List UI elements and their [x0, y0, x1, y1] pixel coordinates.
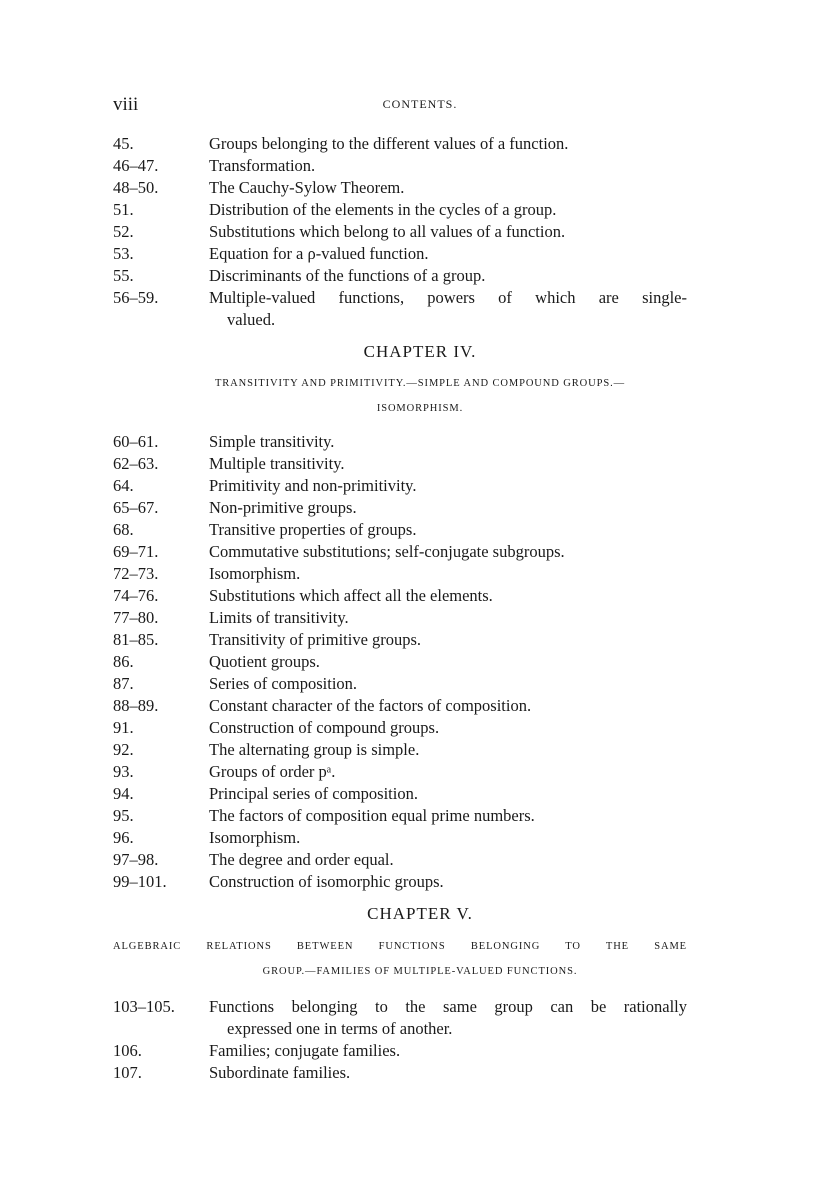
section-number: 93. [113, 762, 134, 781]
section-number: 48–50. [113, 178, 159, 197]
section-number: 62–63. [113, 454, 159, 473]
section-title-continuation: expressed one in terms of another. [227, 1019, 453, 1038]
section-number: 91. [113, 718, 134, 737]
running-head: CONTENTS. [382, 97, 458, 111]
section-number: 55. [113, 266, 134, 285]
section-number: 52. [113, 222, 134, 241]
section-number: 92. [113, 740, 134, 759]
section-number: 77–80. [113, 608, 159, 627]
section-number: 99–101. [113, 872, 167, 891]
section-number: 72–73. [113, 564, 159, 583]
section-number: 88–89. [113, 696, 159, 715]
section-title: The degree and order equal. [209, 850, 394, 869]
section-number: 69–71. [113, 542, 159, 561]
section-number: 95. [113, 806, 134, 825]
section-title-continuation: valued. [227, 310, 276, 329]
chapter-heading: CHAPTER V. [367, 904, 473, 923]
section-title: Transformation. [209, 156, 316, 175]
section-title: Non-primitive groups. [209, 498, 357, 517]
chapter-subtitle: ALGEBRAIC RELATIONS BETWEEN FUNCTIONS BELONGING TO THE SAME [113, 941, 687, 952]
section-title: Subordinate families. [209, 1063, 351, 1082]
section-number: 45. [113, 134, 134, 153]
section-title: Simple transitivity. [209, 432, 335, 451]
section-title: Groups belonging to the different values of a function. [209, 134, 569, 153]
section-title: Primitivity and non-primitivity. [209, 476, 417, 495]
chapter-subtitle: GROUP.—FAMILIES OF MULTIPLE-VALUED FUNCTIONS. [262, 966, 578, 977]
section-number: 107. [113, 1063, 142, 1082]
section-title: Groups of order pᵃ. [209, 762, 336, 781]
section-number: 65–67. [113, 498, 159, 517]
section-number: 97–98. [113, 850, 159, 869]
section-title: Constant character of the factors of composition. [209, 696, 532, 715]
section-title: The alternating group is simple. [209, 740, 420, 759]
section-number: 68. [113, 520, 134, 539]
section-title: Discriminants of the functions of a group. [209, 266, 486, 285]
section-number: 94. [113, 784, 134, 803]
section-title: The factors of composition equal prime numbers. [209, 806, 535, 825]
section-number: 64. [113, 476, 134, 495]
section-title: Substitutions which belong to all values of a function. [209, 222, 566, 241]
section-title: Isomorphism. [209, 564, 301, 583]
chapter-subtitle: ISOMORPHISM. [376, 403, 464, 414]
section-number: 60–61. [113, 432, 159, 451]
section-title: Transitivity of primitive groups. [209, 630, 422, 649]
section-title: Multiple transitivity. [209, 454, 345, 473]
section-title: Construction of isomorphic groups. [209, 872, 444, 891]
section-number: 74–76. [113, 586, 159, 605]
chapter-subtitle: TRANSITIVITY AND PRIMITIVITY.—SIMPLE AND COMPOUND GROUPS.— [214, 378, 626, 389]
section-number: 103–105. [113, 997, 175, 1016]
section-title: Transitive properties of groups. [209, 520, 417, 539]
chapter-heading: CHAPTER IV. [363, 342, 477, 361]
section-title: Construction of compound groups. [209, 718, 440, 737]
section-title: The Cauchy-Sylow Theorem. [209, 178, 405, 197]
section-number: 51. [113, 200, 134, 219]
section-number: 86. [113, 652, 134, 671]
section-number: 56–59. [113, 288, 159, 307]
section-number: 81–85. [113, 630, 159, 649]
section-title: Families; conjugate families. [209, 1041, 401, 1060]
section-title: Multiple-valued functions, powers of which are single- [209, 288, 687, 307]
section-title: Isomorphism. [209, 828, 301, 847]
section-title: Quotient groups. [209, 652, 320, 671]
section-title: Principal series of composition. [209, 784, 418, 803]
section-title: Equation for a ρ-valued function. [209, 244, 429, 263]
section-title: Distribution of the elements in the cycles of a group. [209, 200, 557, 219]
section-number: 87. [113, 674, 134, 693]
section-title: Limits of transitivity. [209, 608, 349, 627]
section-title: Series of composition. [209, 674, 358, 693]
page-number: viii [113, 94, 139, 115]
section-title: Substitutions which affect all the elements. [209, 586, 493, 605]
section-number: 96. [113, 828, 134, 847]
section-title: Commutative substitutions; self-conjugate subgroups. [209, 542, 565, 561]
section-number: 46–47. [113, 156, 159, 175]
section-title: Functions belonging to the same group can be rationally [209, 997, 687, 1016]
section-number: 53. [113, 244, 134, 263]
section-number: 106. [113, 1041, 142, 1060]
